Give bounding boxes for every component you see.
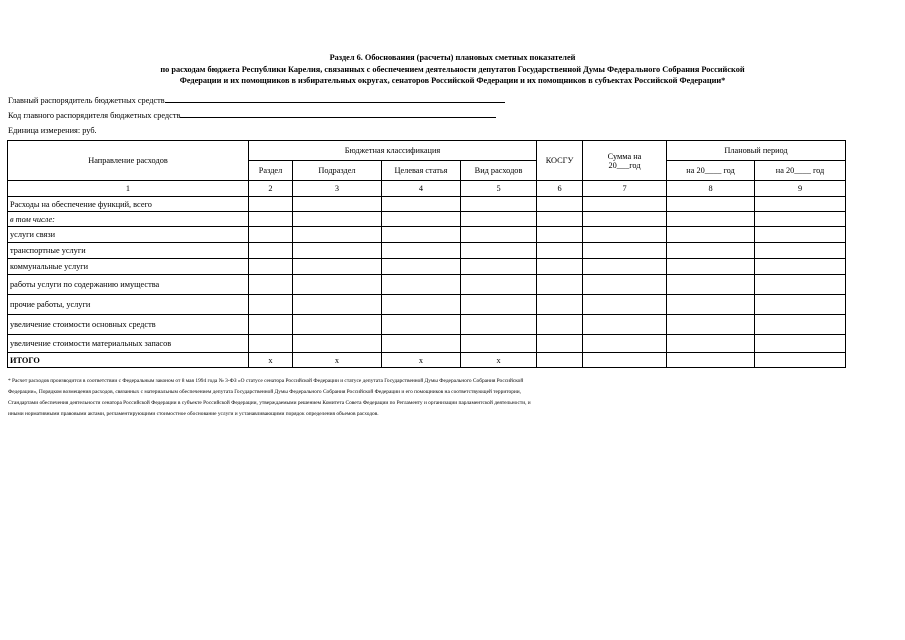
row-label: работы услуги по содержанию имущества [8,275,249,295]
footnote-line: Стандартами обеспечения деятельности сенатора Российской Федерации в субъекте Российской Федерации, утверждаемыми решением Комитета Совета Федерации по Регламенту и организации парламентской деятельности, и [8,400,531,406]
row-label: Расходы на обеспечение функций, всего [8,197,249,212]
main-manager-code-field [8,109,496,121]
document-title: Раздел 6. Обоснования (расчеты) плановых сметных показателей [329,53,576,62]
unit-of-measure: Единица измерения: руб. [8,126,97,135]
header-sum [583,141,667,181]
table-row [8,295,846,315]
main-manager-line [165,94,505,103]
header-planning-period: Плановый период [667,141,846,161]
main-manager-field [8,94,505,106]
column-number-row [8,181,846,197]
row-label: коммунальные услуги [8,259,249,275]
table-row [8,315,846,335]
table-row [8,259,846,275]
column-number: 3 [293,181,382,197]
column-number: 6 [537,181,583,197]
footnote-line: Федерации», Порядком возмещения расходов, связанных с материальным обеспечением депутата Государственной Думы Федерального Собрания Российской Федерации и его помощников на соответствующей территории, [8,389,522,395]
footnote-line: иными нормативными правовыми актами, регламентирующими стоимостное обоснование услуги и устанавливающими порядок определения объемов расходов. [8,411,379,417]
header-sum-line2: 20___год [608,160,641,170]
column-number: 7 [583,181,667,197]
row-label: прочие работы, услуги [8,295,249,315]
column-number: 1 [8,181,249,197]
header-plan-year2: на 20____ год [755,161,846,181]
table-row [8,243,846,259]
main-manager-label: Главный распорядитель бюджетных средств [8,96,165,105]
header-sum-line1: Сумма на [607,151,642,161]
column-number: 2 [249,181,293,197]
document-subtitle-line1: по расходам бюджета Республики Карелия, связанных с обеспечением деятельности депутатов Государственной Думы Федерального Собрания Российской [160,65,745,74]
header-plan-year1: на 20____ год [667,161,755,181]
table-row [8,227,846,243]
row-label: увеличение стоимости основных средств [8,315,249,335]
table-row [8,335,846,353]
header-direction: Направление расходов [8,141,249,181]
header-kosgu: КОСГУ [537,141,583,181]
row-label: увеличение стоимости материальных запасов [8,335,249,353]
main-manager-code-line [180,109,496,118]
table-row [8,197,846,212]
column-number: 5 [461,181,537,197]
footnote [8,376,843,420]
table-row [8,212,846,227]
header-budget-classification: Бюджетная классификация [249,141,537,161]
footnote-line: * Расчет расходов производится в соответствии с Федеральным законом от 8 мая 1994 года № 3-ФЗ «О статусе сенатора Российской Федерации и статусе депутата Государственной Думы Федерального Собрания Российской [8,378,524,384]
row-label: транспортные услуги [8,243,249,259]
table-row [8,275,846,295]
cross-mark: х [461,353,537,368]
column-number: 4 [382,181,461,197]
total-label: ИТОГО [8,353,249,368]
total-row [8,353,846,368]
cross-mark: х [249,353,293,368]
row-label: услуги связи [8,227,249,243]
header-subsection: Подраздел [293,161,382,181]
header-section: Раздел [249,161,293,181]
cross-mark: х [382,353,461,368]
expense-table [7,140,846,368]
main-manager-code-label: Код главного распорядителя бюджетных средств [8,111,181,120]
row-label: в том числе: [8,212,249,227]
header-target-article: Целевая статья [382,161,461,181]
column-number: 9 [755,181,846,197]
column-number: 8 [667,181,755,197]
cross-mark: х [293,353,382,368]
document-subtitle-line2: Федерации и их помощников в избирательных округах, сенаторов Российской Федерации и их помощников в субъектах Российской Федерации* [179,76,726,85]
header-expense-type: Вид расходов [461,161,537,181]
